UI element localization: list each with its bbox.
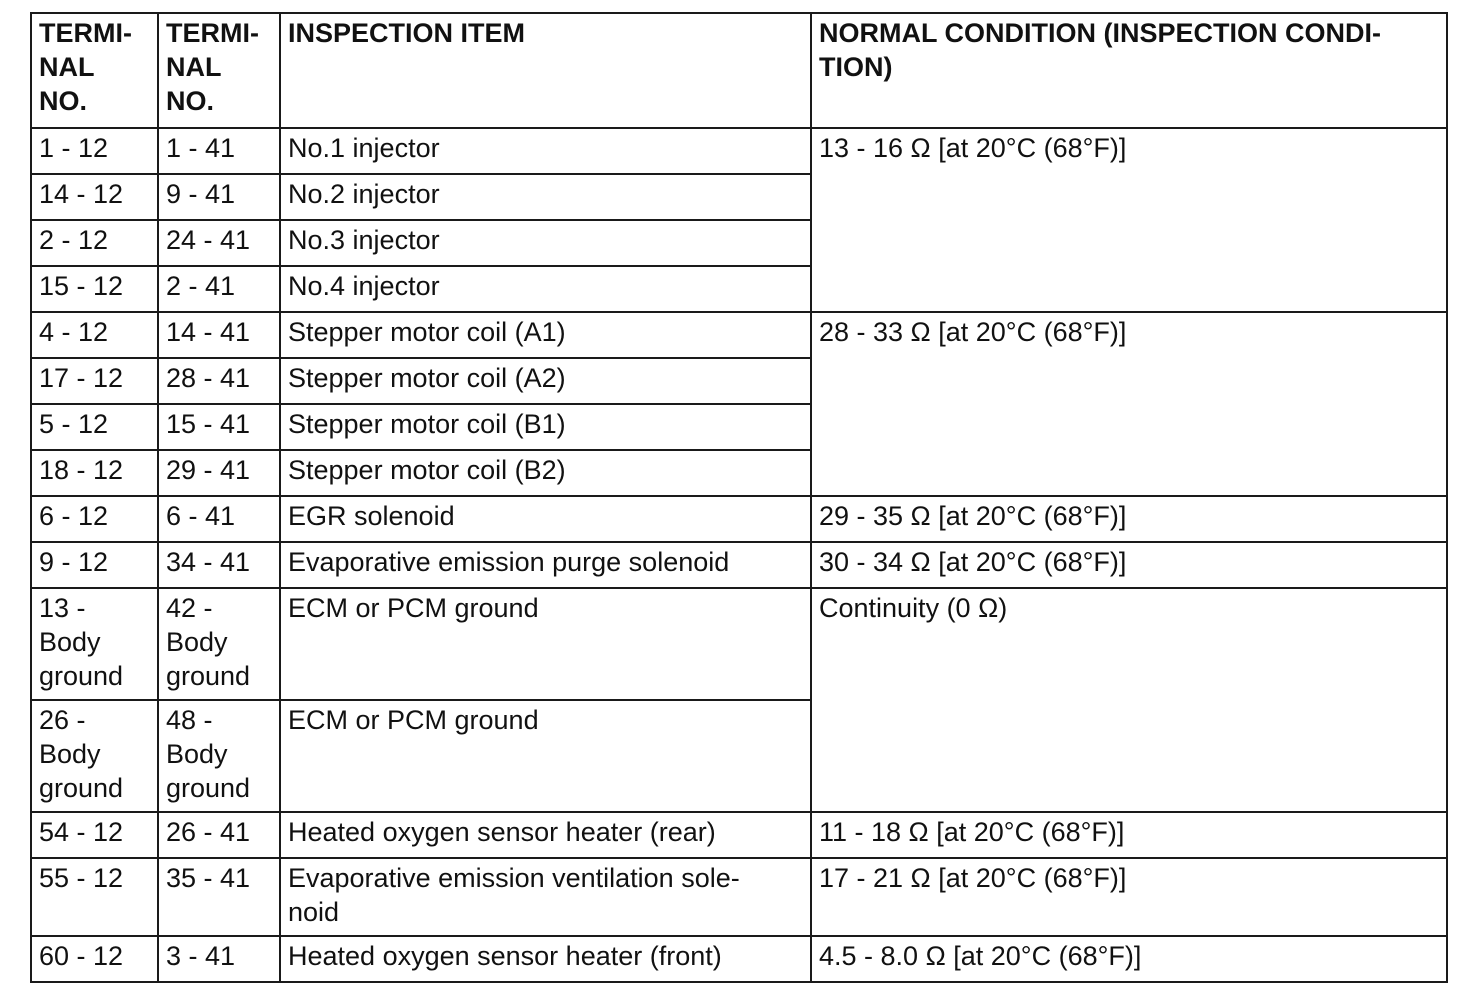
inspection-item-cell: Heated oxygen sensor heater (front) — [280, 936, 811, 982]
text-line: 13 - — [39, 593, 86, 623]
text-line: NORMAL CONDITION (INSPECTION CONDI- — [819, 18, 1381, 48]
inspection-item-cell: Stepper motor coil (B1) — [280, 404, 811, 450]
terminal-cell-1: 17 - 12 — [31, 358, 158, 404]
terminal-cell-1: 6 - 12 — [31, 496, 158, 542]
normal-condition-cell: 13 - 16 Ω [at 20°C (68°F)] — [811, 128, 1447, 312]
terminal-cell-1: 60 - 12 — [31, 936, 158, 982]
terminal-cell-2: 3 - 41 — [158, 936, 280, 982]
terminal-cell-1: 15 - 12 — [31, 266, 158, 312]
header-inspection-item: INSPECTION ITEM — [280, 13, 811, 128]
inspection-item-cell: No.2 injector — [280, 174, 811, 220]
inspection-item-cell: Heated oxygen sensor heater (rear) — [280, 812, 811, 858]
text-line: Body — [166, 627, 228, 657]
terminal-cell-2: 2 - 41 — [158, 266, 280, 312]
normal-condition-cell: 4.5 - 8.0 Ω [at 20°C (68°F)] — [811, 936, 1447, 982]
text-line: NO. — [166, 86, 215, 116]
inspection-item-cell: Stepper motor coil (A2) — [280, 358, 811, 404]
text-line: ground — [39, 773, 124, 803]
normal-condition-cell: 28 - 33 Ω [at 20°C (68°F)] — [811, 312, 1447, 496]
normal-condition-cell: 17 - 21 Ω [at 20°C (68°F)] — [811, 858, 1447, 936]
terminal-cell-1 — [31, 700, 158, 812]
text-line: NAL — [166, 52, 222, 82]
terminal-cell-2: 1 - 41 — [158, 128, 280, 174]
terminal-cell-2: 6 - 41 — [158, 496, 280, 542]
inspection-item-cell: Evaporative emission purge solenoid — [280, 542, 811, 588]
table-row — [31, 588, 1447, 700]
table-row — [31, 312, 1447, 358]
table-row — [31, 936, 1447, 982]
text-line: Evaporative emission ventilation sole- — [288, 863, 740, 893]
terminal-cell-1: 14 - 12 — [31, 174, 158, 220]
text-line: NO. — [39, 86, 88, 116]
normal-condition-cell: 11 - 18 Ω [at 20°C (68°F)] — [811, 812, 1447, 858]
terminal-cell-2: 29 - 41 — [158, 450, 280, 496]
text-line: Body — [166, 739, 228, 769]
inspection-item-cell: No.3 injector — [280, 220, 811, 266]
inspection-item-cell: ECM or PCM ground — [280, 588, 811, 700]
text-line: ground — [39, 661, 124, 691]
terminal-cell-1: 54 - 12 — [31, 812, 158, 858]
text-line: ground — [166, 773, 251, 803]
terminal-cell-1 — [31, 588, 158, 700]
terminal-cell-2: 24 - 41 — [158, 220, 280, 266]
inspection-item-cell: Stepper motor coil (B2) — [280, 450, 811, 496]
inspection-item-cell: ECM or PCM ground — [280, 700, 811, 812]
table-row — [31, 496, 1447, 542]
normal-condition-cell: 30 - 34 Ω [at 20°C (68°F)] — [811, 542, 1447, 588]
text-line: 26 - — [39, 705, 86, 735]
inspection-table-sheet — [30, 12, 1446, 978]
inspection-item-cell: No.1 injector — [280, 128, 811, 174]
text-line: TION) — [819, 52, 893, 82]
terminal-cell-2: 28 - 41 — [158, 358, 280, 404]
header-row — [31, 13, 1447, 128]
inspection-table — [30, 12, 1448, 983]
normal-condition-cell: 29 - 35 Ω [at 20°C (68°F)] — [811, 496, 1447, 542]
inspection-item-cell: No.4 injector — [280, 266, 811, 312]
terminal-cell-1: 4 - 12 — [31, 312, 158, 358]
terminal-cell-1: 18 - 12 — [31, 450, 158, 496]
inspection-item-cell: EGR solenoid — [280, 496, 811, 542]
terminal-cell-2: 26 - 41 — [158, 812, 280, 858]
terminal-cell-1: 9 - 12 — [31, 542, 158, 588]
text-line: ground — [166, 661, 251, 691]
terminal-cell-2: 14 - 41 — [158, 312, 280, 358]
header-normal-condition — [811, 13, 1447, 128]
terminal-cell-2 — [158, 588, 280, 700]
table-row — [31, 812, 1447, 858]
terminal-cell-2: 9 - 41 — [158, 174, 280, 220]
header-terminal-no-1 — [31, 13, 158, 128]
text-line: Body — [39, 739, 101, 769]
terminal-cell-1: 2 - 12 — [31, 220, 158, 266]
terminal-cell-2: 15 - 41 — [158, 404, 280, 450]
text-line: 42 - — [166, 593, 213, 623]
terminal-cell-2: 35 - 41 — [158, 858, 280, 936]
header-terminal-no-2 — [158, 13, 280, 128]
terminal-cell-1: 1 - 12 — [31, 128, 158, 174]
text-line: TERMI- — [39, 18, 132, 48]
text-line: Body — [39, 627, 101, 657]
table-row — [31, 128, 1447, 174]
terminal-cell-1: 55 - 12 — [31, 858, 158, 936]
table-row — [31, 858, 1447, 936]
text-line: noid — [288, 897, 340, 927]
text-line: TERMI- — [166, 18, 259, 48]
inspection-item-cell: Stepper motor coil (A1) — [280, 312, 811, 358]
text-line: 48 - — [166, 705, 213, 735]
table-row — [31, 542, 1447, 588]
normal-condition-cell: Continuity (0 Ω) — [811, 588, 1447, 812]
inspection-item-cell — [280, 858, 811, 936]
terminal-cell-1: 5 - 12 — [31, 404, 158, 450]
text-line: NAL — [39, 52, 95, 82]
terminal-cell-2 — [158, 700, 280, 812]
terminal-cell-2: 34 - 41 — [158, 542, 280, 588]
